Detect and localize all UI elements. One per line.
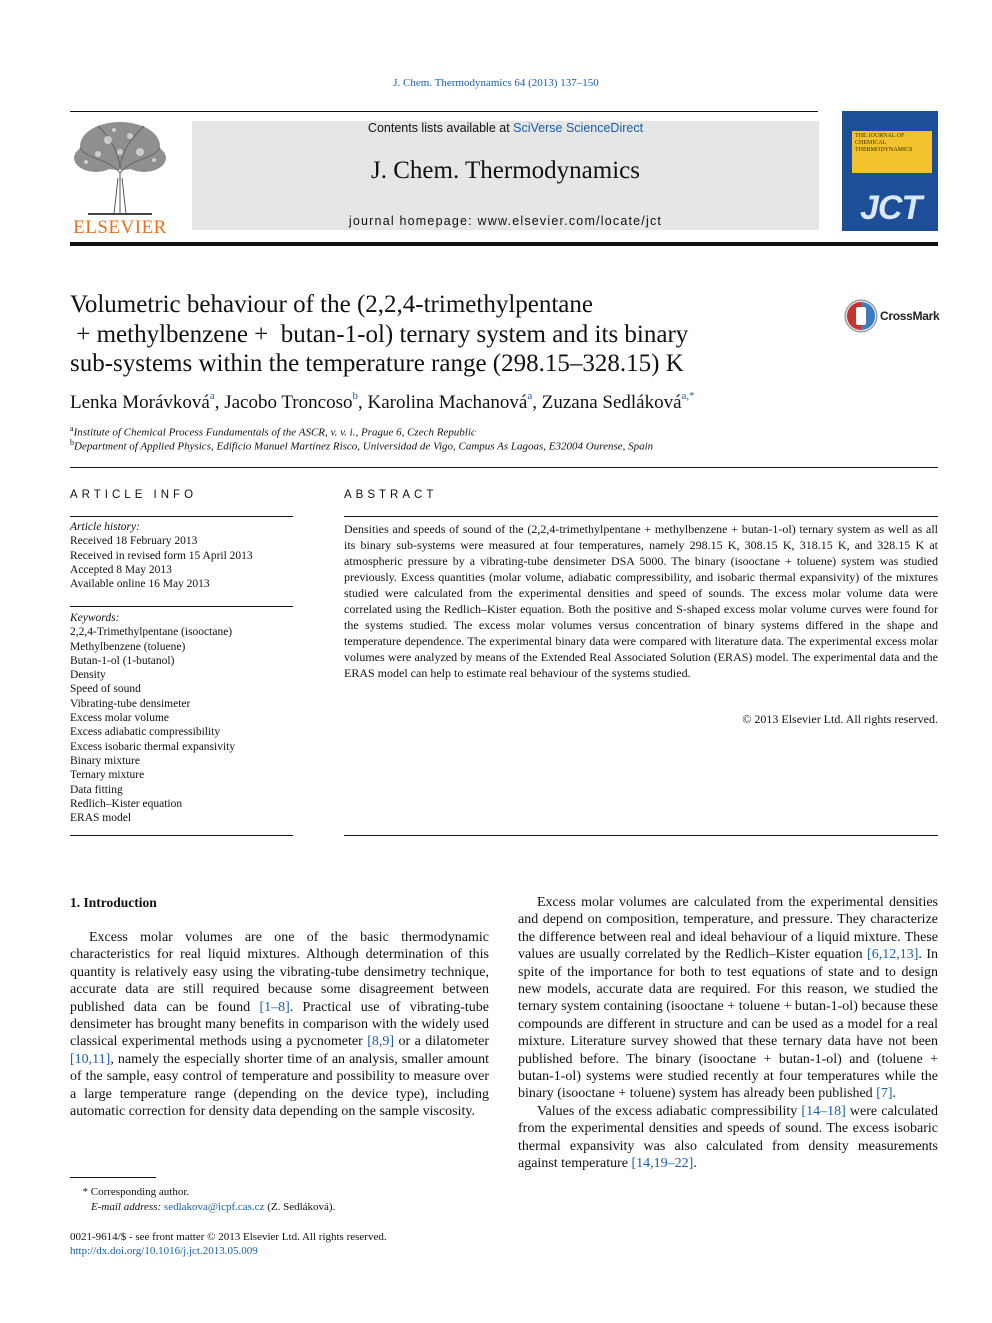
title-line: + methylbenzene + butan-1-ol) ternary system and its binary <box>70 320 689 348</box>
affiliation <box>70 438 653 453</box>
article-title <box>70 290 770 379</box>
cover-abbrev: JCT <box>860 189 922 227</box>
keyword: Binary mixture <box>70 754 140 767</box>
paragraph-text: . Practical use of vibrating-tube densimeter has brought many benefits in comparison with the widely used classical experimental methods using a pycnometer <box>70 999 489 1050</box>
affiliation-text: Institute of Chemical Process Fundamentals of the ASCR, v. v. i., Prague 6, Czech Republic <box>73 426 476 439</box>
author-affiliation-mark[interactable]: a <box>527 390 533 402</box>
journal-reference[interactable]: J. Chem. Thermodynamics 64 (2013) 137–150 <box>393 77 599 89</box>
abstract-copyright: © 2013 Elsevier Ltd. All rights reserved. <box>742 712 938 726</box>
issn-line: 0021-9614/$ - see front matter © 2013 Elsevier Ltd. All rights reserved. <box>70 1231 387 1243</box>
abstract-bottom-rule <box>344 835 938 836</box>
citation-link[interactable]: [10,11] <box>70 1051 111 1067</box>
keyword: Redlich–Kister equation <box>70 797 183 810</box>
author-affiliation-mark[interactable]: b <box>352 390 358 402</box>
cover-title: THE JOURNAL OF CHEMICAL THERMODYNAMICS <box>855 133 913 153</box>
paragraph-text: , namely the especially shorter time of an analysis, smaller amount of the sample, easy control of temperature and possibility to measure over a large temperature range (depending on the device type), including automatic correction for density data depending on the sample viscosity. <box>70 1051 489 1120</box>
paragraph-text: . <box>693 1156 697 1172</box>
intro-paragraph <box>518 894 938 1103</box>
affiliation-mark: a <box>70 424 74 433</box>
author-name: Jacobo Troncoso <box>224 392 353 413</box>
history-item: Received in revised form 15 April 2013 <box>70 549 253 562</box>
keyword: Excess isobaric thermal expansivity <box>70 740 236 753</box>
elsevier-logo[interactable] <box>68 118 172 236</box>
keywords <box>70 611 295 825</box>
article-info-bottom-rule <box>70 835 293 836</box>
section-divider <box>70 467 938 468</box>
footnote-mark: * <box>82 1186 88 1198</box>
title-line: Volumetric behaviour of the (2,2,4-trimethylpentane <box>70 291 593 318</box>
crossmark-label[interactable]: CrossMark <box>880 309 940 323</box>
author-affiliation-mark[interactable]: a <box>209 390 215 402</box>
paragraph-text: . <box>892 1086 897 1102</box>
abstract-rule <box>344 516 938 517</box>
author-name: Zuzana Sedláková <box>541 392 682 413</box>
abstract-text: Densities and speeds of sound of the (2,2,4-trimethylpentane + methylbenzene + butan-1-ol) ternary system as well as all its binary sub-systems were measured at four temperatures, namely 298.15 K, 308.15 K, 318.15 K, and 328.15 K at atmospheric pressure by a vibrating-tube densimeter DSA 5000. The binary (isooctane + toluene) system was studied previously. Excess quantities (molar volume, adiabatic compressibility, and isobaric thermal expansivity) of the mixtures studied were calculated from the experimental densities and speed of sounds. The excess molar volume data were correlated using the Redlich–Kister equation. Both the positive and S-shaped excess molar volume curves were found for the systems studied. The excess molar volumes versus concentration of binary systems differed in the shape and temperature dependence. The experimental binary data were compared with literature data. The experimental excess molar volumes were analyzed by means of the Extended Real Associated Solution (ERAS) model. The experimental data and the ERAS model can help to estimate real behaviour of the systems studied. <box>344 522 938 680</box>
paragraph-text: Values of the excess adiabatic compressibility <box>537 1103 802 1119</box>
author-separator: , <box>357 392 368 413</box>
email-link[interactable]: sedlakova@icpf.cas.cz <box>163 1201 265 1213</box>
keywords-rule <box>70 606 293 607</box>
header-bottom-rule <box>70 242 938 246</box>
history-item: Accepted 8 May 2013 <box>70 563 172 576</box>
sciencedirect-link[interactable]: SciVerse ScienceDirect <box>513 121 644 135</box>
homepage-prefix: journal homepage: <box>348 214 478 228</box>
contents-line <box>192 121 819 135</box>
journal-homepage <box>192 214 819 228</box>
doi-link[interactable]: http://dx.doi.org/10.1016/j.jct.2013.05.009 <box>70 1245 258 1257</box>
citation-link[interactable]: [14–18] <box>801 1103 846 1119</box>
keyword: Speed of sound <box>70 683 141 696</box>
abstract-heading: ABSTRACT <box>344 489 438 501</box>
title-line: sub-systems within the temperature range (298.15–328.15) K <box>70 350 684 377</box>
article-history <box>70 520 295 591</box>
author-name: Lenka Morávková <box>70 392 210 413</box>
history-item: Received 18 February 2013 <box>70 535 198 548</box>
affiliation-mark: b <box>70 438 74 447</box>
keyword: Density <box>70 669 106 682</box>
keyword: Data fitting <box>70 783 123 796</box>
journal-title: J. Chem. Thermodynamics <box>371 157 640 184</box>
header-top-rule <box>70 111 818 112</box>
paragraph-text: were calculated from the experimental densities and speeds of sound. The excess isobaric thermal expansivity was also calculated from density measurements against temperature <box>518 1103 938 1172</box>
homepage-url[interactable]: www.elsevier.com/locate/jct <box>477 214 663 228</box>
citation-link[interactable]: [1–8] <box>259 999 290 1015</box>
citation-link[interactable]: [6,12,13] <box>867 947 919 963</box>
keyword: ERAS model <box>70 812 132 825</box>
corresponding-author-note <box>70 1185 189 1199</box>
intro-paragraph <box>518 1103 938 1173</box>
email-owner: (Z. Sedláková). <box>267 1201 336 1213</box>
paragraph-text: or a dilatometer <box>394 1034 489 1050</box>
intro-right-column <box>518 894 938 1173</box>
citation-link[interactable]: [7] <box>876 1086 893 1102</box>
author-list <box>70 392 695 414</box>
citation-link[interactable]: [8,9] <box>367 1034 395 1050</box>
paragraph-text: . In spite of the importance for both to test equations of state and to design new models, accurate data are required. For this reason, we studied the ternary system containing (isooctane + toluene + butan-1-ol) because these compounds are different in structure and can be used as a model for a real mixture. Literature survey showed that these ternary data have not been published before. The binary (isooctane + butan-1-ol) and (toluene + butan-1-ol) systems were studied recently at four temperatures while the binary (isooctane + toluene) system has already been published <box>518 947 939 1102</box>
email-note <box>91 1200 335 1214</box>
keyword: Ternary mixture <box>70 769 145 782</box>
keyword: Butan-1-ol (1-butanol) <box>70 654 175 667</box>
article-info-rule <box>70 516 293 517</box>
author-separator: , <box>532 392 542 413</box>
footnote-rule <box>70 1177 156 1178</box>
author-name: Karolina Machanová <box>367 392 528 413</box>
history-item: Available online 16 May 2013 <box>70 578 210 591</box>
keywords-label: Keywords: <box>70 612 120 624</box>
citation-link[interactable]: [14,19–22] <box>631 1156 694 1172</box>
intro-paragraph <box>70 929 489 1120</box>
journal-cover[interactable] <box>842 111 938 231</box>
contents-prefix: Contents lists available at <box>367 121 510 135</box>
keyword: 2,2,4-Trimethylpentane (isooctane) <box>70 626 233 639</box>
email-label: E-mail address: <box>91 1201 162 1213</box>
crossmark-icon <box>843 298 879 334</box>
keyword: Excess adiabatic compressibility <box>70 726 221 739</box>
paragraph-text: Excess molar volumes are calculated from the experimental densities and depend on composition, temperature, and pressure. They characterize the difference between real and ideal behaviour of a liquid mixture. These values are usually correlated by the Redlich–Kister equation <box>518 895 938 963</box>
corresponding-label: Corresponding author. <box>90 1186 190 1198</box>
intro-left-column <box>70 929 489 1120</box>
author-affiliation-mark[interactable]: a,* <box>681 390 695 402</box>
publisher-name: ELSEVIER <box>73 217 167 238</box>
elsevier-tree-icon <box>68 118 172 218</box>
paragraph-text: Excess molar volumes are one of the basic thermodynamic characteristics for real liquid mixtures. Although determination of this quantity is relatively easy using the vibrating-tube densimetry technique, accurate data are still required because some disagreement between published data can be found <box>70 930 489 1015</box>
affiliation <box>70 424 476 439</box>
affiliation-text: Department of Applied Physics, Edificio Manuel Martínez Risco, Universidad de Vigo, Campus As Lagoas, E32004 Ourense, Spain <box>74 440 654 453</box>
history-label: Article history: <box>70 521 140 533</box>
author-separator: , <box>214 392 225 413</box>
article-info-heading: ARTICLE INFO <box>70 489 198 501</box>
keyword: Methylbenzene (toluene) <box>70 640 186 653</box>
section-heading-introduction: 1. Introduction <box>70 895 157 910</box>
keyword: Excess molar volume <box>70 712 170 725</box>
keyword: Vibrating-tube densimeter <box>70 697 191 710</box>
